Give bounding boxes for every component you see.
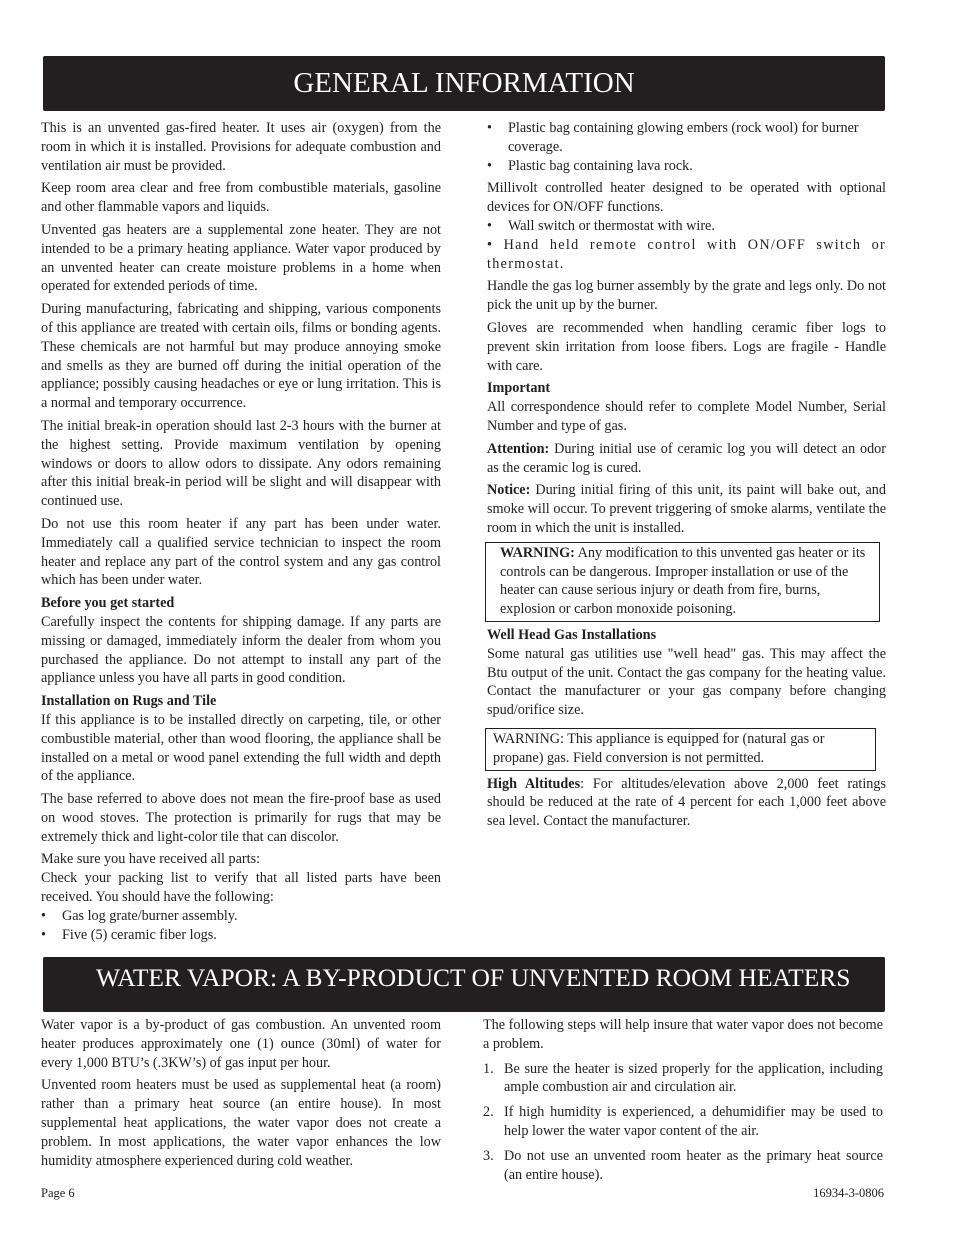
warning-box-modification xyxy=(485,542,880,622)
paragraph: Unvented room heaters must be used as supplemental heat (a room) rather than a primary heat source (an entire house). In most supplemental heat applications, the water vapor does not create a problem. In most applications, the water vapor enhances the low humidity atmosphere experienced during cold weather. xyxy=(41,1077,441,1169)
section-banner-general-information xyxy=(43,56,885,111)
general-info-right-column xyxy=(487,119,886,835)
list-item-text: Hand held remote control with ON/OFF switch or thermostat. xyxy=(487,236,887,272)
paragraph: Carefully inspect the contents for shipping damage. If any parts are missing or damaged, immediately inform the dealer from whom you purchased the appliance. Do not attempt to install any part of the appliance unless you have all parts in good condition. xyxy=(41,613,441,687)
notice-text: During initial firing of this unit, its paint will bake out, and smoke will occur. To prevent triggering of smoke alarms, ventilate the room in which the unit is installed. xyxy=(487,482,886,536)
section-banner-water-vapor xyxy=(43,957,885,1012)
list-item xyxy=(483,1103,883,1141)
paragraph: The initial break-in operation should last 2-3 hours with the burner at the highest setting. Provide maximum ventilation by opening windows or doors to allow odors to dissipate. Any odors remaining after this initial break-in period will be slight and will disappear with continued use. xyxy=(41,417,441,510)
parts-list xyxy=(41,907,441,945)
warning-box-gas-conversion xyxy=(485,728,876,771)
optional-devices-list xyxy=(487,217,886,273)
list-item: • Gas log grate/burner assembly. xyxy=(41,907,441,926)
attention-text: During initial use of ceramic log you will detect an odor as the ceramic log is cured. xyxy=(487,440,886,476)
step-number: 2. xyxy=(483,1104,494,1121)
list-item: • Plastic bag containing glowing embers (rock wool) for burner coverage. xyxy=(487,119,886,157)
paragraph: Some natural gas utilities use "well head" gas. This may affect the Btu output of the unit. Contact the gas company for the heating value. Contact the manufacturer or your gas company before changing spud/orifice size. xyxy=(487,645,886,719)
high-altitudes-paragraph xyxy=(487,775,886,831)
paragraph: During manufacturing, fabricating and shipping, various components of this appliance are treated with certain oils, films or bonding agents. These chemicals are not harmful but may produce annoying smoke and smells as they are burned off during the initial operation of the appliance; possibly causing headaches or eye or lung irritation. This is a normal and temporary occurrence. xyxy=(41,301,441,412)
step-number: 3. xyxy=(483,1147,494,1164)
water-vapor-steps-list xyxy=(483,1060,883,1185)
document-number: 16934-3-0806 xyxy=(813,1186,884,1200)
paragraph: Make sure you have received all parts: xyxy=(41,851,261,868)
notice-paragraph xyxy=(487,481,886,537)
parts-list-continued xyxy=(487,119,886,175)
warning-text: WARNING: This appliance is equipped for (natural gas or propane) gas. Field conversion is not permitted. xyxy=(493,730,825,766)
list-item: • Plastic bag containing lava rock. xyxy=(487,157,886,176)
general-info-left-column xyxy=(41,119,441,944)
notice-label: Notice: xyxy=(487,482,531,499)
paragraph: All correspondence should refer to complete Model Number, Serial Number and type of gas. xyxy=(487,399,886,434)
subheading-before-you-get-started: Before you get started xyxy=(41,595,175,612)
paragraph: The base referred to above does not mean the fire-proof base as used on wood stoves. The protection is primarily for rugs that may be extremely thick and light-color tile that can discolor. xyxy=(41,791,441,845)
paragraph: Handle the gas log burner assembly by the grate and legs only. Do not pick the unit up by the burner. xyxy=(487,278,886,314)
subheading-installation-rugs-tile: Installation on Rugs and Tile xyxy=(41,693,217,710)
paragraph: The following steps will help insure that water vapor does not become a problem. xyxy=(483,1017,883,1052)
water-vapor-right-column xyxy=(483,1016,883,1190)
paragraph: Millivolt controlled heater designed to be operated with optional devices for ON/OFF functions. xyxy=(487,180,886,216)
page-number: Page 6 xyxy=(41,1186,75,1200)
paragraph: Gloves are recommended when handling ceramic fiber logs to prevent skin irritation from loose fibers. Logs are fragile - Handle with care. xyxy=(487,319,886,374)
high-altitudes-text: : For altitudes/elevation above 2,000 feet ratings should be reduced at the rate of 4 percent for each 1,000 feet above sea level. Contact the manufacturer. xyxy=(487,775,886,830)
water-vapor-left-column xyxy=(41,1016,441,1174)
list-item xyxy=(483,1060,883,1098)
warning-text: Any modification to this unvented gas heater or its controls can be dangerous. Improper installation or use of the heater can cause serious injury or death from fire, burns, explosion or carbon monoxide poisoning. xyxy=(500,544,866,618)
step-text: Be sure the heater is sized properly for the application, including ample combustion air and circulation air. xyxy=(504,1060,883,1096)
list-item: • Five (5) ceramic fiber logs. xyxy=(41,926,441,945)
paragraph: Check your packing list to verify that all listed parts have been received. You should have the following: xyxy=(41,870,441,906)
list-item: • Wall switch or thermostat with wire. xyxy=(487,217,886,236)
paragraph: This is an unvented gas-fired heater. It uses air (oxygen) from the room in which it is installed. Provisions for adequate combustion and ventilation air must be provided. xyxy=(41,120,441,174)
subheading-well-head-gas: Well Head Gas Installations xyxy=(487,626,657,643)
step-text: Do not use an unvented room heater as the primary heat source (an entire house). xyxy=(504,1147,883,1183)
paragraph: Unvented gas heaters are a supplemental zone heater. They are not intended to be a primary heating appliance. Water vapor produced by an unvented heater can create moisture problems in a home when operated for extended periods of time. xyxy=(41,221,441,295)
step-number: 1. xyxy=(483,1060,494,1077)
warning-label: WARNING: xyxy=(500,544,575,561)
paragraph: Water vapor is a by-product of gas combustion. An unvented room heater produces approximately one (1) ounce (30ml) of water for every 1,000 BTU’s (.3KW’s) of gas input per hour. xyxy=(41,1017,441,1071)
paragraph: If this appliance is to be installed directly on carpeting, tile, or other combustible material, other than wood flooring, the appliance shall be installed on a metal or wood panel extending the full width and depth of the appliance. xyxy=(41,711,441,785)
list-item xyxy=(483,1147,883,1185)
paragraph: Do not use this room heater if any part has been under water. Immediately call a qualified service technician to inspect the room heater and replace any part of the control system and any gas control which has been under water. xyxy=(41,515,441,589)
list-item: • • Hand held remote control with ON/OFF switch or thermostat. xyxy=(487,236,886,274)
step-text: If high humidity is experienced, a dehumidifier may be used to help lower the water vapor content of the air. xyxy=(504,1104,883,1139)
attention-label: Attention: xyxy=(487,440,550,457)
attention-paragraph xyxy=(487,440,886,478)
high-altitudes-label: High Altitudes xyxy=(487,775,581,792)
paragraph: Keep room area clear and free from combustible materials, gasoline and other flammable vapors and liquids. xyxy=(41,180,441,216)
subheading-important: Important xyxy=(487,380,551,397)
section-title: WATER VAPOR: A BY-PRODUCT OF UNVENTED ROOM HEATERS xyxy=(96,963,851,992)
section-title: GENERAL INFORMATION xyxy=(293,67,635,99)
